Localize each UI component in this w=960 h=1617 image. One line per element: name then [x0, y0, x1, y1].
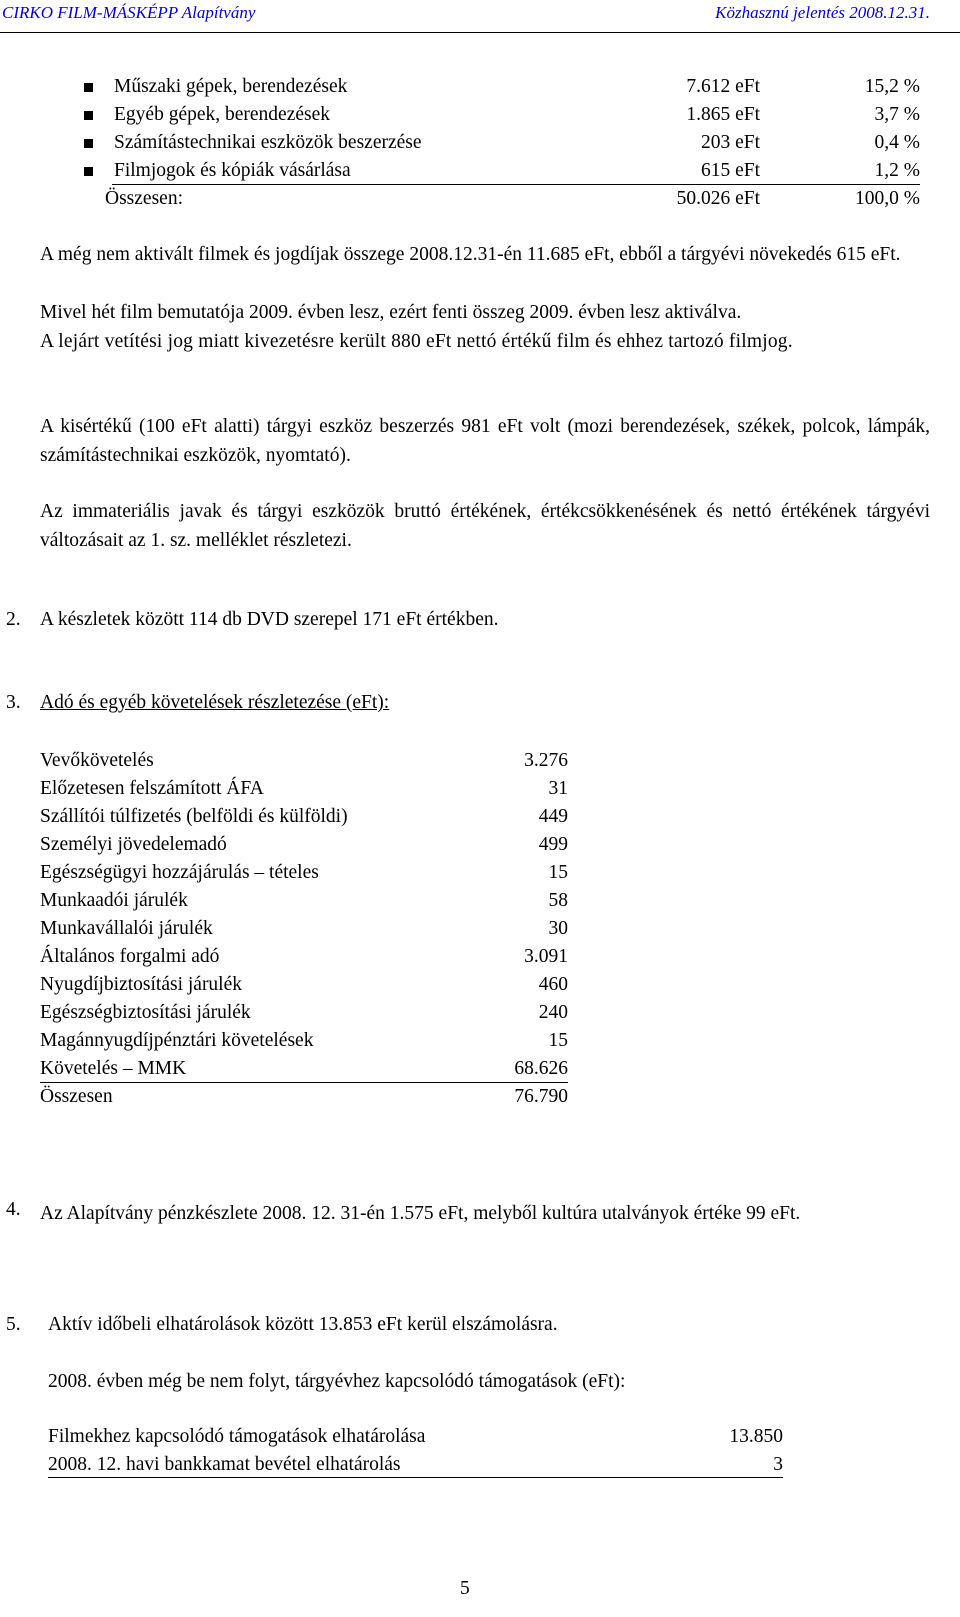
assets-total-row: [0, 188, 960, 216]
receivable-row: [40, 778, 568, 806]
receivable-label: Munkaadói járulék: [40, 890, 188, 911]
assets-total-label: Összesen:: [105, 188, 183, 209]
section-5-subtitle: 2008. évben még be nem folyt, tárgyévhez kapcsolódó támogatások (eFt):: [48, 1371, 626, 1392]
receivable-label: Személyi jövedelemadó: [40, 834, 227, 855]
receivable-value: 3.091: [524, 946, 568, 967]
accrual-label: 2008. 12. havi bankkamat bevétel elhatárolás: [48, 1454, 401, 1475]
paragraph-expired-rights: A lejárt vetítési jog miatt kivezetésre került 880 eFt nettó értékű film és ehhez tartozó filmjog.: [40, 331, 793, 352]
asset-percent: 1,2 %: [874, 160, 920, 181]
receivable-label: Előzetesen felszámított ÁFA: [40, 778, 264, 799]
section-5-number: 5.: [6, 1314, 21, 1335]
section-3-title: Adó és egyéb követelések részletezése (eFt):: [40, 692, 390, 713]
accruals-underline: [48, 1477, 783, 1478]
receivable-label: Egészségbiztosítási járulék: [40, 1002, 251, 1023]
receivable-value: 449: [538, 806, 568, 827]
receivable-value: 31: [548, 778, 568, 799]
asset-amount: 615 eFt: [700, 160, 760, 181]
receivable-label: Magánnyugdíjpénztári követelések: [40, 1030, 314, 1051]
section-3-number: 3.: [6, 692, 21, 713]
receivable-value: 68.626: [514, 1058, 568, 1079]
receivable-label: Követelés – MMK: [40, 1058, 187, 1079]
assets-total-rule: [112, 184, 920, 185]
receivable-value: 30: [548, 918, 568, 939]
receivable-label: Általános forgalmi adó: [40, 946, 220, 967]
bullet-icon: [84, 167, 93, 176]
assets-total-amount: 50.026 eFt: [676, 188, 760, 209]
receivable-label: Munkavállalói járulék: [40, 918, 213, 939]
page-header: [0, 0, 960, 33]
receivable-row: [40, 974, 568, 1002]
receivable-value: 58: [548, 890, 568, 911]
receivables-total-label: Összesen: [40, 1086, 113, 1107]
section-5-text: Aktív időbeli elhatárolások között 13.853 eFt kerül elszámolásra.: [48, 1314, 558, 1335]
receivable-row: [40, 834, 568, 862]
page-number: 5: [460, 1578, 470, 1599]
receivables-total-rule: [40, 1082, 568, 1083]
assets-total-percent: 100,0 %: [855, 188, 920, 209]
paragraph-small-assets: A kisértékű (100 eFt alatti) tárgyi eszköz beszerzés 981 eFt volt (mozi berendezések, székek, polcok, lámpák, számítástechnikai eszközök, nyomtató).: [40, 416, 930, 466]
bullet-icon: [84, 111, 93, 120]
header-org: CIRKO FILM-MÁSKÉPP Alapítvány: [2, 3, 256, 22]
asset-percent: 15,2 %: [864, 76, 920, 97]
section-2-text: A készletek között 114 db DVD szerepel 171 eFt értékben.: [40, 609, 499, 630]
receivable-row: [40, 750, 568, 778]
accrual-label: Filmekhez kapcsolódó támogatások elhatárolása: [48, 1426, 426, 1447]
receivable-row: [40, 806, 568, 834]
asset-label: Műszaki gépek, berendezések: [114, 76, 348, 97]
bullet-icon: [84, 83, 93, 92]
section-2-number: 2.: [6, 609, 21, 630]
paragraph-unactivated-films: A még nem aktivált filmek és jogdíjak összege 2008.12.31-én 11.685 eFt, ebből a tárgyévi növekedés 615 eFt.: [40, 244, 901, 265]
bullet-icon: [84, 139, 93, 148]
receivable-label: Vevőkövetelés: [40, 750, 154, 771]
paragraph-asset-changes: Az immateriális javak és tárgyi eszközök bruttó értékének, értékcsökkenésének és nettó értékének tárgyévi változásait az 1. sz. melléklet részletezi.: [40, 501, 930, 551]
accrual-row: [48, 1426, 783, 1454]
asset-amount: 203 eFt: [700, 132, 760, 153]
asset-amount: 7.612 eFt: [686, 76, 760, 97]
asset-label: Filmjogok és kópiák vásárlása: [114, 160, 351, 181]
receivable-value: 460: [538, 974, 568, 995]
receivable-row: [40, 918, 568, 946]
receivable-row: [40, 862, 568, 890]
receivable-row: [40, 946, 568, 974]
receivable-value: 15: [548, 862, 568, 883]
asset-row: [0, 132, 960, 160]
asset-row: [0, 76, 960, 104]
receivables-total-row: [40, 1086, 568, 1114]
receivables-total-value: 76.790: [514, 1086, 568, 1107]
receivable-value: 499: [538, 834, 568, 855]
receivable-row: [40, 1002, 568, 1030]
receivable-value: 3.276: [524, 750, 568, 771]
section-4-number: 4.: [6, 1199, 21, 1220]
receivable-value: 240: [538, 1002, 568, 1023]
receivable-label: Szállítói túlfizetés (belföldi és külföldi): [40, 806, 348, 827]
receivable-label: Egészségügyi hozzájárulás – tételes: [40, 862, 319, 883]
receivable-label: Nyugdíjbiztosítási járulék: [40, 974, 243, 995]
asset-percent: 0,4 %: [874, 132, 920, 153]
asset-row: [0, 104, 960, 132]
receivable-row: [40, 1030, 568, 1058]
receivable-value: 15: [548, 1030, 568, 1051]
section-4-text: Az Alapítvány pénzkészlete 2008. 12. 31-én 1.575 eFt, melyből kultúra utalványok értéke 99 eFt.: [40, 1203, 801, 1224]
asset-amount: 1.865 eFt: [686, 104, 760, 125]
paragraph-premiere-note: Mivel hét film bemutatója 2009. évben lesz, ezért fenti összeg 2009. évben lesz aktiválva.: [40, 302, 742, 323]
asset-label: Számítástechnikai eszközök beszerzése: [114, 132, 422, 153]
asset-label: Egyéb gépek, berendezések: [114, 104, 331, 125]
accrual-value: 13.850: [729, 1426, 783, 1447]
asset-percent: 3,7 %: [874, 104, 920, 125]
accrual-value: 3: [773, 1454, 783, 1475]
header-report-title: Közhasznú jelentés 2008.12.31.: [715, 3, 930, 22]
receivable-row: [40, 890, 568, 918]
